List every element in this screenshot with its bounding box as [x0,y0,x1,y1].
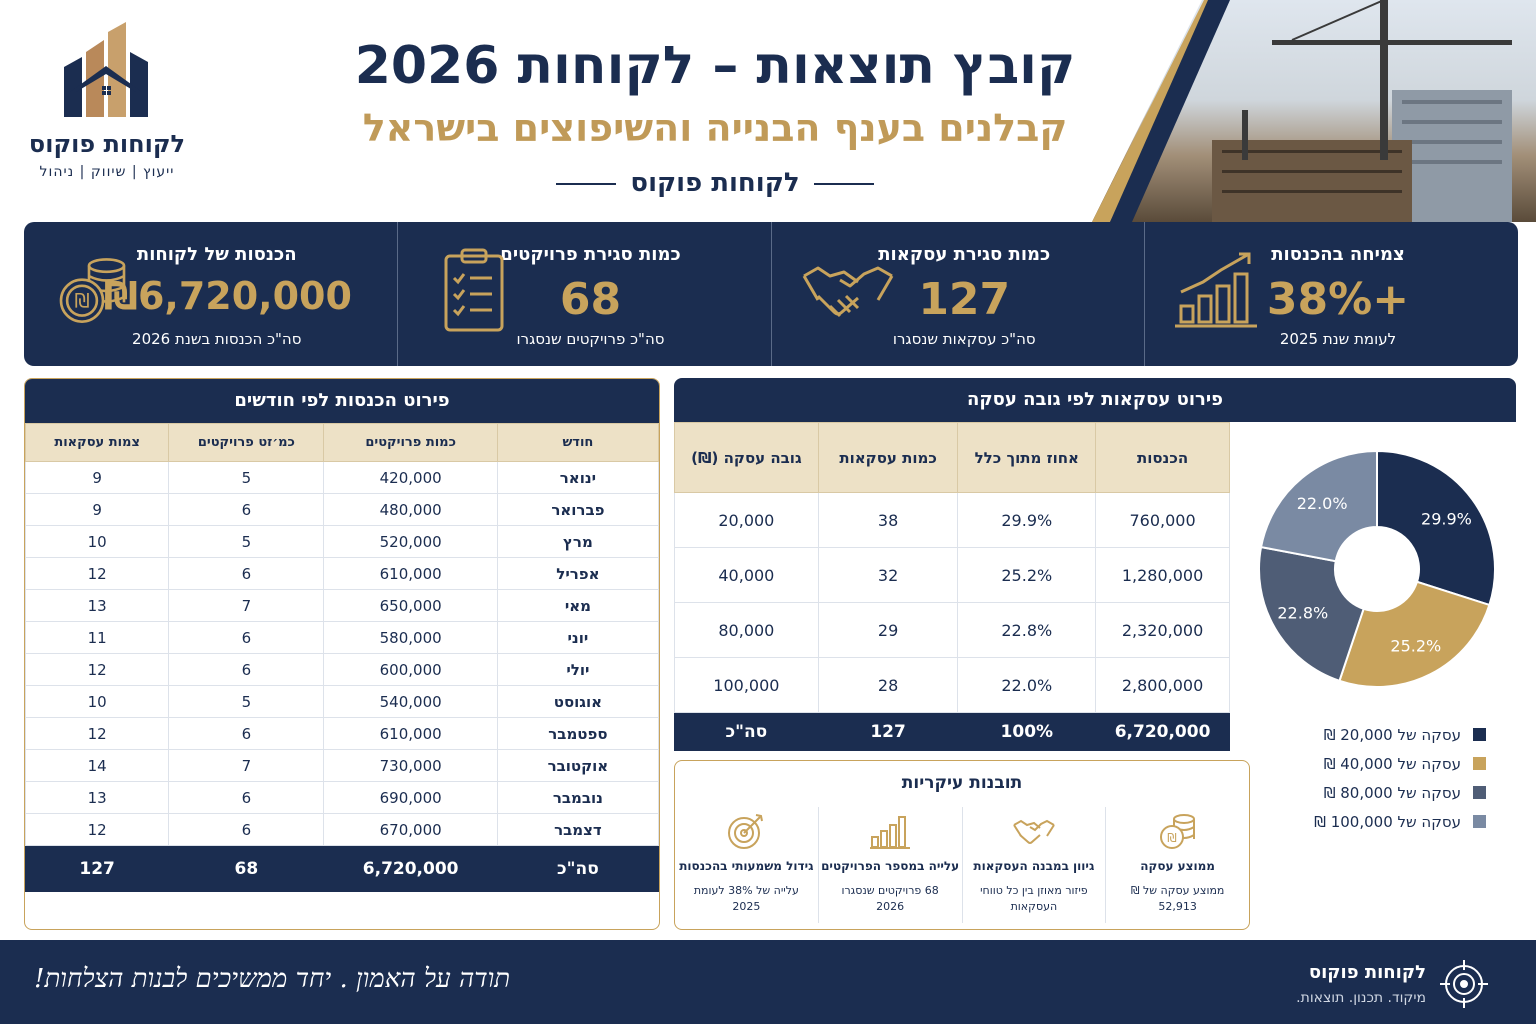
table-row [675,658,1230,713]
table-row [26,494,659,526]
brand-name: לקוחות פוקוס [630,168,800,198]
monthly-revenue-panel [24,378,660,930]
monthly-table [25,423,659,892]
insight-text: פיזור מאוזן בין כל טווחי העסקאות [980,884,1088,913]
table-cell: נובמבר [497,782,658,814]
kpi-value: 127 [918,274,1011,325]
table-cell: 6 [169,654,324,686]
table-cell: אפריל [497,558,658,590]
table-cell: 100,000 [675,658,819,713]
table-row [26,462,659,494]
table-cell: 80,000 [675,603,819,658]
pie-chart [1252,444,1502,698]
table-cell: 13 [26,782,169,814]
table-cell: 6 [169,718,324,750]
table-cell: 38 [818,493,958,548]
table-header-row [26,424,659,462]
footer-tagline: מיקוד. תכנון. תוצאות. [1296,990,1426,1006]
kpi-subtitle: סה"כ הכנסות בשנת 2026 [132,330,302,348]
divider [814,183,874,185]
table-cell: 6 [169,558,324,590]
crosshair-target-icon [1440,960,1488,1008]
legend-label: עסקה של 20,000 ₪ [1323,725,1461,744]
footer-quote: תודה על האמון . יחד ממשיכים לבנות הצלחות! [34,964,511,994]
handshake-icon [800,246,896,336]
table-cell: 610,000 [324,718,497,750]
handshake-icon [1012,811,1056,851]
pie-slice-label: 22.0% [1296,493,1348,513]
column-header: גובה עסקה (₪) [675,423,819,493]
table-row [26,654,659,686]
table-cell: 6 [169,782,324,814]
legend-swatch [1473,815,1486,828]
kpi-subtitle: לעומת שנת 2025 [1279,330,1397,348]
page-subtitle: קבלנים בענף הבנייה והשיפוצים בישראל [362,106,1068,150]
logo-mark [56,22,156,122]
table-cell: 28 [818,658,958,713]
table-row [675,493,1230,548]
table-cell: 12 [26,654,169,686]
insight-title: עלייה במספר הפרויקטים [821,859,960,873]
table-cell: 100% [958,713,1096,751]
logo-name: לקוחות פוקוס [28,130,186,158]
pie-slice-label: 22.8% [1277,603,1329,623]
table-row [675,548,1230,603]
panel-title: פירוט עסקאות לפי גובה עסקה [674,378,1516,422]
table-cell: 420,000 [324,462,497,494]
kpi-subtitle: סה"כ פרויקטים שנסגרו [516,330,665,348]
clipboard-checklist-icon [426,246,522,336]
footer [0,940,1536,1024]
table-cell: ינואר [497,462,658,494]
kpi-projects-closed [397,222,771,366]
table-cell: 2,320,000 [1096,603,1230,658]
table-row [26,782,659,814]
table-cell: 7 [169,750,324,782]
table-row [26,590,659,622]
table-cell: דצמבר [497,814,658,846]
table-cell: 6 [169,494,324,526]
footer-brand: לקוחות פוקוס [1308,962,1426,983]
deals-table [674,422,1230,751]
table-cell: 127 [26,846,169,892]
bar-chart-icon [868,811,912,851]
table-cell: 22.0% [958,658,1096,713]
kpi-title: צמיחה בהכנסות [1271,244,1405,265]
logo-tagline: ייעוץ | שיווק | ניהול [39,164,175,180]
table-cell: 690,000 [324,782,497,814]
table-cell: 13 [26,590,169,622]
divider [556,183,616,185]
table-cell: 29 [818,603,958,658]
table-cell: 480,000 [324,494,497,526]
kpi-title: הכנסות של לקוחות [136,244,297,265]
insight-title: ממוצע עסקה [1140,859,1215,873]
target-icon [724,811,768,851]
table-cell: מאי [497,590,658,622]
table-cell: יוני [497,622,658,654]
page-title: קובץ תוצאות – לקוחות 2026 [354,36,1076,96]
table-row [26,526,659,558]
table-cell: 6 [169,622,324,654]
kpi-revenue-growth [1144,222,1518,366]
table-cell: 12 [26,558,169,590]
legend-swatch [1473,786,1486,799]
insight-text: 68 פרויקטים שנסגרו 2026 [841,884,939,913]
table-cell: 22.8% [958,603,1096,658]
table-cell: 6,720,000 [324,846,497,892]
pie-slice [1339,582,1489,687]
table-cell: 12 [26,814,169,846]
brand-line [520,168,910,198]
pie-slice-label: 29.9% [1421,509,1472,529]
table-header-row [675,423,1230,493]
table-cell: 610,000 [324,558,497,590]
insight-title: גיוון במבנה העסקאות [973,859,1095,873]
table-cell: 9 [26,462,169,494]
kpi-band [24,222,1518,366]
table-cell: 6,720,000 [1096,713,1230,751]
legend-item [1286,807,1486,836]
svg-text:₪: ₪ [1166,831,1177,845]
table-row [26,686,659,718]
table-row [26,750,659,782]
table-row [26,718,659,750]
table-cell: 14 [26,750,169,782]
coins-icon [1156,811,1200,851]
table-cell: 11 [26,622,169,654]
kpi-client-revenue [24,222,397,366]
table-cell: יולי [497,654,658,686]
table-cell: אוגוסט [497,686,658,718]
insight-item [962,807,1106,923]
legend-swatch [1473,757,1486,770]
table-cell: 600,000 [324,654,497,686]
growth-chart-icon [1173,246,1269,336]
table-cell: סה"כ [675,713,819,751]
table-cell: 32 [818,548,958,603]
table-total-row [675,713,1230,751]
insight-item [818,807,962,923]
column-header: כמות פרויקטים [324,424,497,462]
legend-item [1286,778,1486,807]
table-cell: 5 [169,686,324,718]
table-row [26,814,659,846]
legend-item [1286,720,1486,749]
table-cell: 1,280,000 [1096,548,1230,603]
kpi-deals-closed [771,222,1145,366]
table-cell: 25.2% [958,548,1096,603]
insight-title: גידול משמעותי בהכנסות [679,859,814,873]
column-header: כמ׳זט פרויקטים [169,424,324,462]
table-cell: 760,000 [1096,493,1230,548]
table-cell: 6 [169,814,324,846]
table-cell: סה"כ [497,846,658,892]
coins-icon [54,246,138,336]
kpi-title: כמות סגירת פרויקטים [500,244,681,265]
column-header: צמות עסקאות [26,424,169,462]
table-cell: 540,000 [324,686,497,718]
pie-slice-label: 25.2% [1390,636,1442,656]
table-cell: מרץ [497,526,658,558]
table-cell: 5 [169,462,324,494]
table-cell: 29.9% [958,493,1096,548]
table-cell: 730,000 [324,750,497,782]
table-cell: ספטמבר [497,718,658,750]
svg-text:₪: ₪ [74,289,90,313]
table-cell: 5 [169,526,324,558]
column-header: כמות עסקאות [818,423,958,493]
chart-legend [1286,720,1486,836]
insights-row [675,807,1249,923]
table-cell: 68 [169,846,324,892]
table-row [26,622,659,654]
legend-item [1286,749,1486,778]
column-header: חודש [497,424,658,462]
kpi-value: +38% [1266,274,1410,325]
table-cell: 20,000 [675,493,819,548]
donut-chart [1252,444,1502,694]
column-header: הכנסות [1096,423,1230,493]
insight-text: עלייה של 38% לעומת 2025 [693,884,799,913]
table-cell: 7 [169,590,324,622]
table-cell: 520,000 [324,526,497,558]
table-cell: 40,000 [675,548,819,603]
legend-label: עסקה של 80,000 ₪ [1323,783,1461,802]
table-cell: 580,000 [324,622,497,654]
kpi-subtitle: סה"כ עסקאות שנסגרו [892,330,1036,348]
column-header: אחוז מתוך כלל [958,423,1096,493]
table-cell: 670,000 [324,814,497,846]
panel-title: פירוט הכנסות לפי חודשים [25,379,659,423]
legend-swatch [1473,728,1486,741]
insight-item [675,807,818,923]
kpi-value: 68 [559,274,622,325]
table-cell: 9 [26,494,169,526]
kpi-value: ₪6,720,000 [103,274,352,318]
kpi-title: כמות סגירת עסקאות [878,244,1051,265]
legend-label: עסקה של 40,000 ₪ [1323,754,1461,773]
insight-text: ממוצע עסקה של ₪ 52,913 [1130,884,1225,913]
table-cell: 10 [26,686,169,718]
table-cell: פברואר [497,494,658,526]
insight-item [1105,807,1249,923]
table-cell: 10 [26,526,169,558]
table-row [26,558,659,590]
insights-title: תובנות עיקריות [901,773,1023,793]
table-cell: 2,800,000 [1096,658,1230,713]
table-row [675,603,1230,658]
table-cell: 127 [818,713,958,751]
table-cell: 650,000 [324,590,497,622]
table-cell: 12 [26,718,169,750]
table-total-row [26,846,659,892]
key-insights-panel [674,760,1250,930]
legend-label: עסקה של 100,000 ₪ [1314,812,1461,831]
table-cell: אוקטובר [497,750,658,782]
